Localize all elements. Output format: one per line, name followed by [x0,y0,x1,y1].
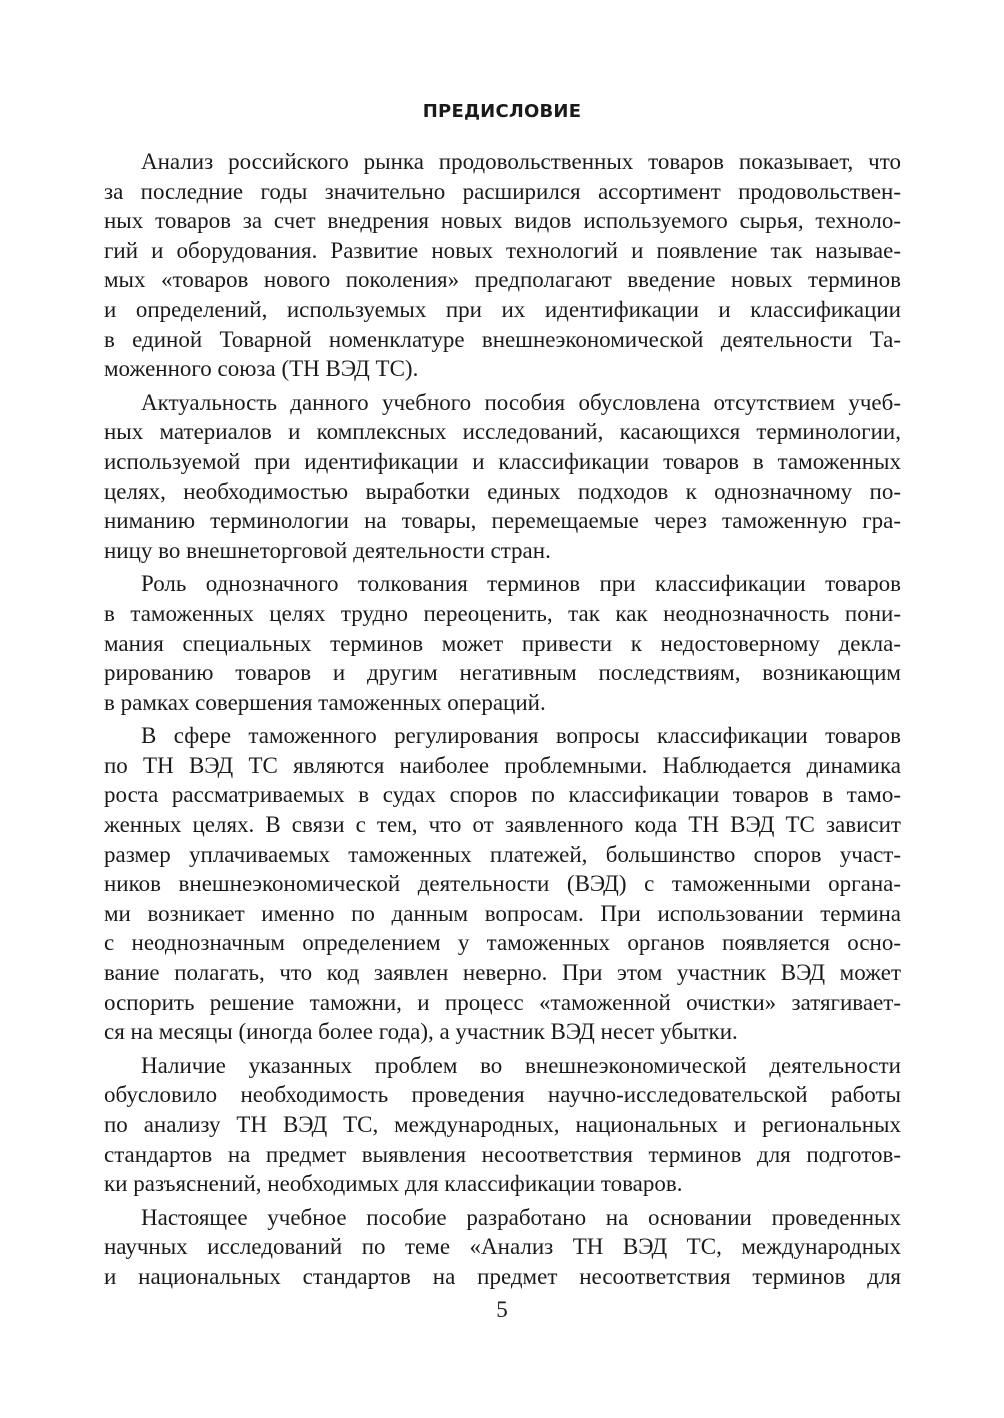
text-line: в рамках совершения таможенных операций. [104,689,546,715]
text-line: обусловило необходимость проведения научно-исследовательской работы [104,1082,901,1108]
text-line: мых «товаров нового поколения» предполагают введение новых терминов [104,267,901,293]
text-line: вание полагать, что код заявлен неверно. При этом участник ВЭД может [104,960,901,986]
paragraph [104,1203,901,1292]
page-number: 5 [496,1297,508,1322]
text-line: оспорить решение таможни, и процесс «таможенной очистки» затягивает- [104,989,901,1015]
text-line: мания специальных терминов может привести к недостоверному декла- [104,630,901,656]
text-line: в единой Товарной номенклатуре внешнеэкономической деятельности Та- [104,326,901,352]
paragraph [104,721,901,1047]
body-text [104,147,901,1296]
text-line: и национальных стандартов на предмет несоответствия терминов для [104,1263,901,1289]
text-line: целях, необходимостью выработки единых подходов к однозначному по- [104,478,901,504]
page-heading: ПРЕДИСЛОВИЕ [422,101,582,122]
text-line: рированию товаров и другим негативным последствиям, возникающим [104,660,901,686]
text-line: ников внешнеэкономической деятельности (ВЭД) с таможенными органа- [104,871,901,897]
text-line: с неоднозначным определением у таможенных органов появляется осно- [104,930,901,956]
text-line: и определений, используемых при их идентификации и классификации [104,296,901,322]
text-line: Наличие указанных проблем во внешнеэкономической деятельности [141,1052,901,1078]
text-line: в таможенных целях трудно переоценить, так как неоднозначность пони- [104,600,901,626]
text-line: ных товаров за счет внедрения новых видов используемого сырья, техноло- [104,208,901,234]
text-line: стандартов на предмет выявления несоответствия терминов для подготов- [104,1141,901,1167]
text-line: Настоящее учебное пособие разработано на основании проведенных [141,1204,901,1230]
text-line: ных материалов и комплексных исследований, касающихся терминологии, [104,419,901,445]
paragraph [104,388,901,566]
text-line: размер уплачиваемых таможенных платежей, большинство споров участ- [104,841,901,867]
text-line: моженного союза (ТН ВЭД ТС). [104,356,419,382]
text-line: Роль однозначного толкования терминов при классификации товаров [141,571,901,597]
paragraph [104,147,901,384]
text-line: ся на месяцы (иногда более года), а участник ВЭД несет убытки. [104,1019,738,1045]
text-line: используемой при идентификации и классификации товаров в таможенных [104,448,901,474]
text-line: Анализ российского рынка продовольственных товаров показывает, что [141,149,901,174]
text-line: Актуальность данного учебного пособия обусловлена отсутствием учеб- [141,389,901,415]
text-line: за последние годы значительно расширился ассортимент продовольствен- [104,178,901,204]
text-line: ницу во внешнеторговой деятельности стран. [104,537,551,563]
text-line: по ТН ВЭД ТС являются наиболее проблемными. Наблюдается динамика [104,752,901,778]
text-line: В сфере таможенного регулирования вопросы классификации товаров [141,723,901,749]
paragraph [104,1051,901,1199]
text-line: ки разъяснений, необходимых для классификации товаров. [104,1171,683,1197]
text-line: женных целях. В связи с тем, что от заявленного кода ТН ВЭД ТС зависит [104,812,901,838]
text-line: научных исследований по теме «Анализ ТН ВЭД ТС, международных [104,1234,901,1260]
text-line: ниманию терминологии на товары, перемещаемые через таможенную гра- [104,508,901,534]
text-line: роста рассматриваемых в судах споров по классификации товаров в тамо- [104,782,901,808]
text-line: гий и оборудования. Развитие новых технологий и появление так называе- [104,237,901,263]
text-line: ми возникает именно по данным вопросам. При использовании термина [104,900,901,926]
text-line: по анализу ТН ВЭД ТС, международных, национальных и региональных [104,1112,901,1137]
paragraph [104,569,901,717]
